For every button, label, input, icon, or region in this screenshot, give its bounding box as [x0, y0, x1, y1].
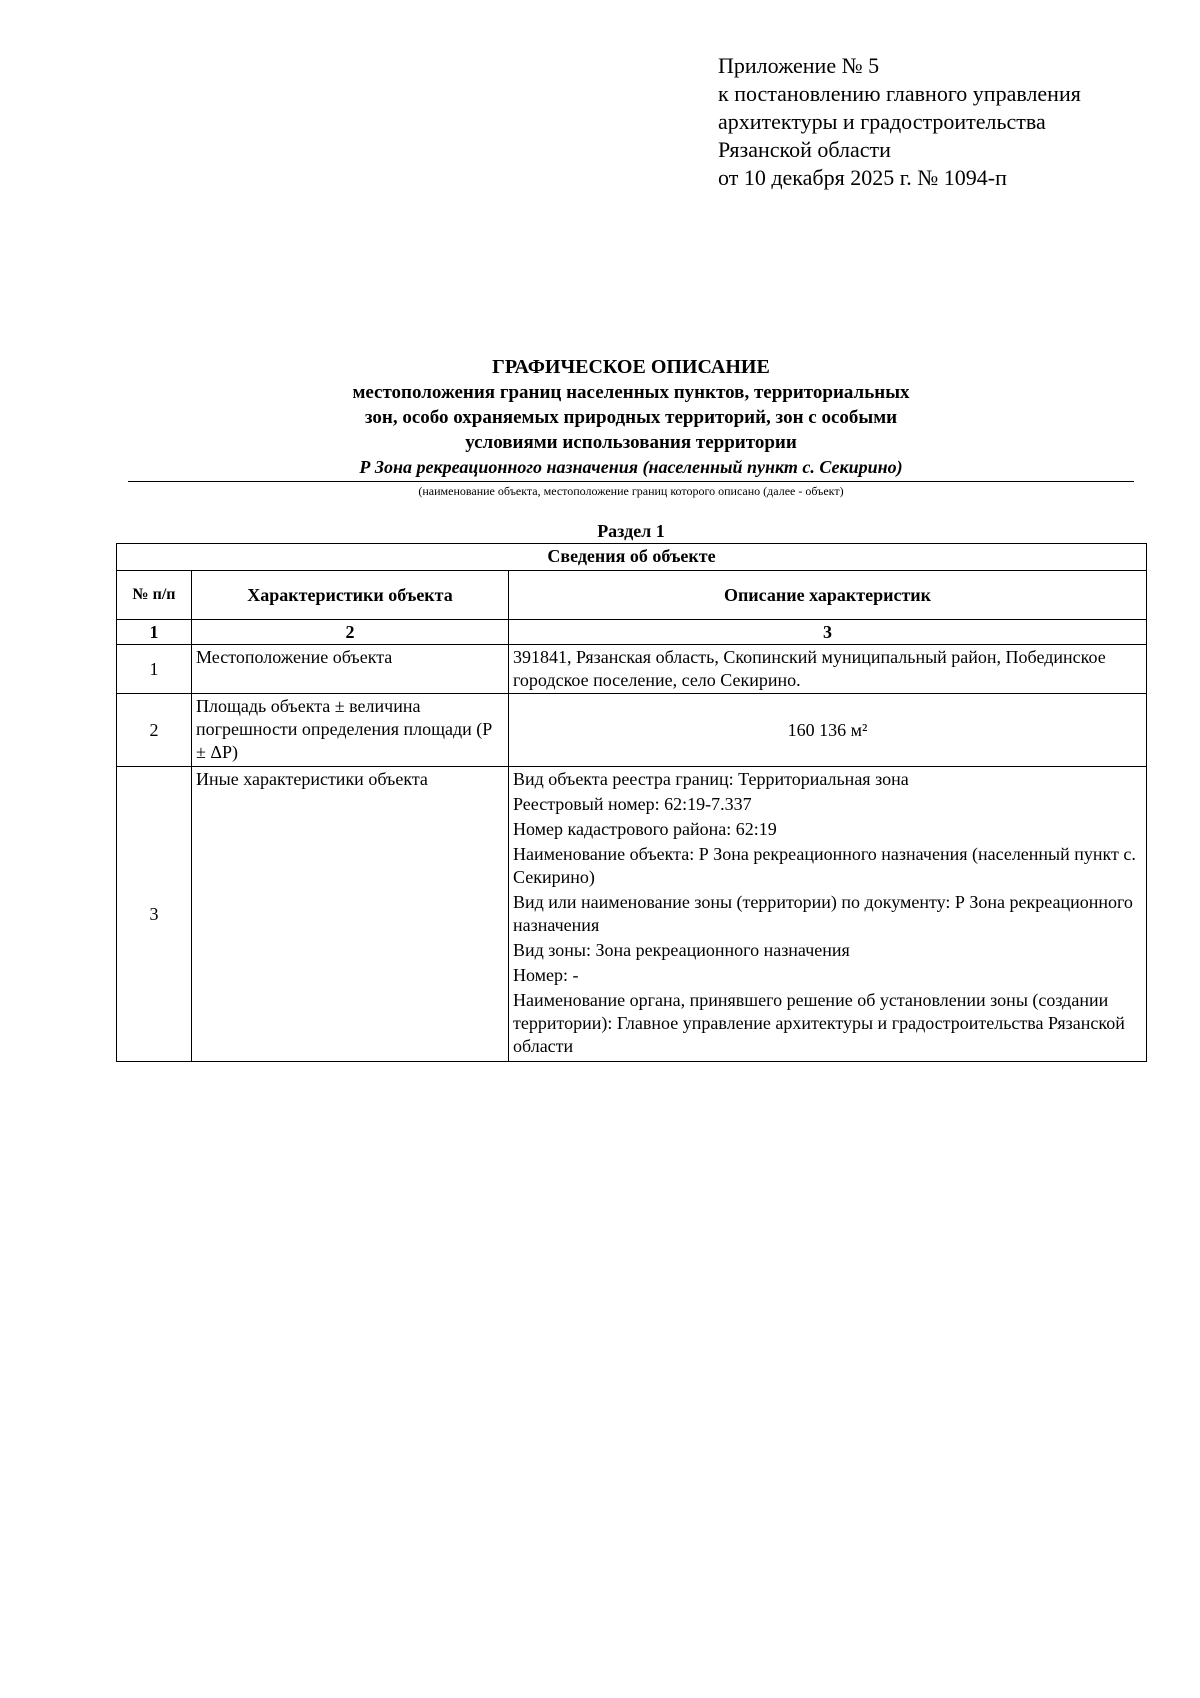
object-caption: (наименование объекта, местоположение границ которого описано (далее - объект): [418, 484, 844, 498]
description-line: Вид объекта реестра границ: Территориальная зона: [513, 769, 909, 789]
table-header-row: [117, 571, 1147, 620]
document-subtitle-line: условиями использования территории: [465, 432, 797, 453]
header-description: Описание характеристик: [509, 571, 1147, 620]
document-subtitle-line: зон, особо охраняемых природных территорий, зон с особыми: [364, 407, 898, 428]
description-line: Номер: -: [513, 965, 579, 985]
document-title: ГРАФИЧЕСКОЕ ОПИСАНИЕ: [492, 356, 770, 378]
object-info-table: [116, 543, 1147, 1062]
appendix-line: Приложение № 5: [718, 53, 880, 78]
row-description-list: [509, 767, 1147, 1062]
appendix-line: архитектуры и градостроительства: [718, 109, 1046, 134]
document-title-block: [128, 354, 1134, 499]
header-num: № п/п: [117, 571, 192, 620]
row-description-area: 160 136 м²: [509, 694, 1147, 767]
document-subtitle-line: местоположения границ населенных пунктов, территориальных: [352, 382, 910, 403]
description-line: Вид зоны: Зона рекреационного назначения: [513, 940, 850, 960]
column-number: 2: [192, 620, 509, 645]
appendix-header: [718, 52, 1178, 192]
row-num: 3: [117, 767, 192, 1062]
description-line: Наименование объекта: Р Зона рекреационного назначения (населенный пункт с. Секирино): [513, 844, 1136, 887]
column-number-row: [117, 620, 1147, 645]
description-line: Вид или наименование зоны (территории) по документу: Р Зона рекреационного назначения: [513, 892, 1133, 935]
table-row: [117, 694, 1147, 767]
row-characteristic: Площадь объекта ± величина погрешности определения площади (P ± ΔP): [192, 694, 509, 767]
appendix-line: от 10 декабря 2025 г. № 1094-п: [718, 165, 1007, 190]
row-description: 391841, Рязанская область, Скопинский муниципальный район, Побединское городское поселение, село Секирино.: [509, 645, 1147, 694]
object-name: Р Зона рекреационного назначения (населенный пункт с. Секирино): [128, 456, 1134, 482]
table-row: [117, 767, 1147, 1062]
description-line: Наименование органа, принявшего решение об установлении зоны (создании территории): Главное управление архитектуры и градостроительства Рязанской области: [513, 990, 1125, 1056]
column-number: 1: [117, 620, 192, 645]
header-characteristics: Характеристики объекта: [192, 571, 509, 620]
table-row: [117, 645, 1147, 694]
row-characteristic: Местоположение объекта: [192, 645, 509, 694]
description-line: Реестровый номер: 62:19-7.337: [513, 794, 752, 814]
appendix-line: к постановлению главного управления: [718, 81, 1081, 106]
row-characteristic: Иные характеристики объекта: [192, 767, 509, 1062]
table-caption: Сведения об объекте: [117, 544, 1147, 571]
appendix-line: Рязанской области: [718, 137, 891, 162]
row-num: 2: [117, 694, 192, 767]
section-title: Раздел 1: [597, 521, 665, 541]
description-line: Номер кадастрового района: 62:19: [513, 819, 777, 839]
row-num: 1: [117, 645, 192, 694]
column-number: 3: [509, 620, 1147, 645]
